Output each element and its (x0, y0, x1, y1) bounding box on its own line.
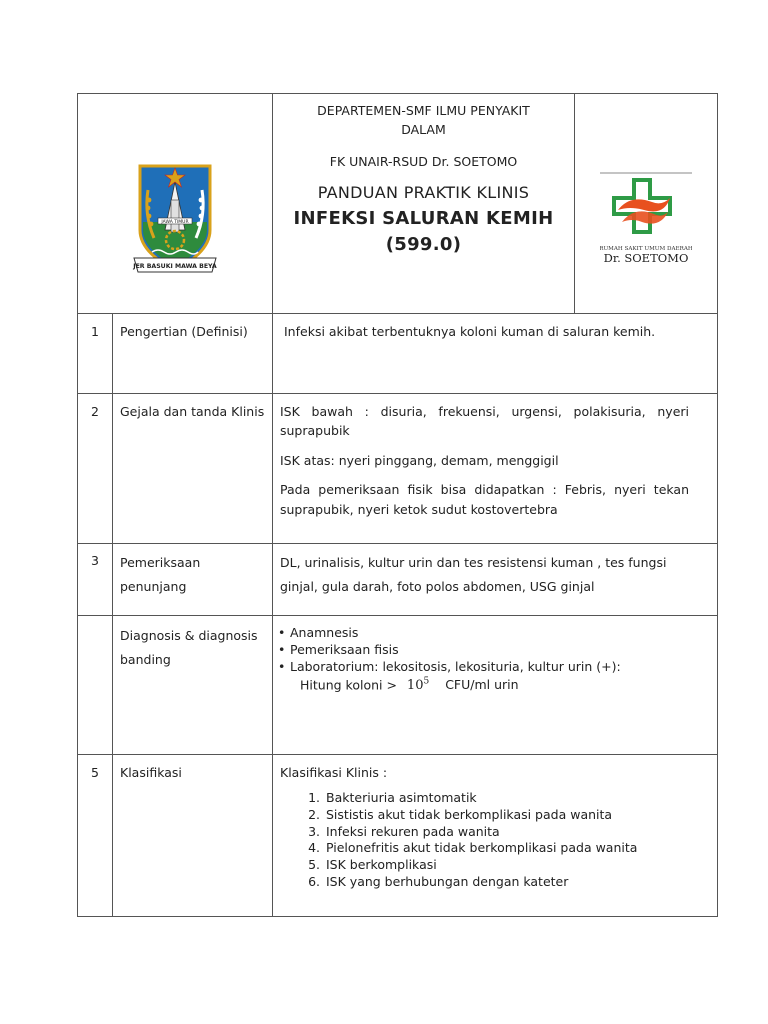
table-border-bottom (77, 916, 718, 917)
colony-count-line (280, 676, 700, 696)
table-border-row2-bottom (77, 543, 718, 544)
row-number: 3 (91, 553, 99, 568)
colony-count-unit: CFU/ml urin (445, 676, 519, 692)
table-border-left (77, 93, 78, 917)
row-number: 2 (91, 404, 99, 419)
list-item: 5. ISK berkomplikasi (324, 857, 700, 874)
row-number: 5 (91, 765, 99, 780)
row-number: 1 (91, 324, 99, 339)
list-item: 3. Infeksi rekuren pada wanita (324, 824, 700, 841)
classification-heading: Klasifikasi Klinis : (280, 765, 388, 780)
list-item: • Laboratorium: lekositosis, lekosituria, kultur urin (+): (288, 659, 700, 676)
paragraph: ISK bawah : disuria, frekuensi, urgensi, polakisuria, nyeri suprapubik (280, 404, 689, 439)
row-content: DL, urinalisis, kultur urin dan tes resistensi kuman , tes fungsi ginjal, gula darah, foto polos abdomen, USG ginjal (280, 555, 667, 595)
rsud-soetomo-logo-icon (600, 172, 692, 266)
row-label-line: penunjang (120, 579, 187, 595)
header-title-block (273, 101, 574, 258)
department-line-2: DALAM (401, 122, 446, 138)
list-item: 4. Pielonefritis akut tidak berkomplikasi pada wanita (324, 840, 700, 857)
svg-text:Dr. SOETOMO: Dr. SOETOMO (603, 251, 689, 265)
table-border-col-number (112, 313, 113, 917)
list-item: • Anamnesis (288, 625, 700, 642)
row-label: Pengertian (Definisi) (120, 324, 248, 339)
list-item: 2. Sististis akut tidak berkomplikasi pada wanita (324, 807, 700, 824)
row-label-line: banding (120, 652, 171, 668)
east-java-emblem-icon (132, 160, 218, 276)
row-label: Gejala dan tanda Klinis (120, 404, 265, 419)
document-type: PANDUAN PRAKTIK KLINIS (317, 183, 530, 203)
list-item: 6. ISK yang berhubungan dengan kateter (324, 874, 700, 891)
colony-count-prefix: Hitung koloni > (300, 676, 397, 692)
row-label: Klasifikasi (120, 765, 182, 780)
list-item: • Pemeriksaan fisis (288, 642, 700, 659)
classification-list (280, 790, 700, 890)
colony-count-base: 10 (406, 677, 424, 693)
svg-text:JAWA TIMUR: JAWA TIMUR (161, 219, 189, 225)
row-label-line: Diagnosis & diagnosis (120, 628, 258, 643)
row-label-line: Pemeriksaan (120, 555, 201, 570)
disease-title: INFEKSI SALURAN KEMIH (293, 207, 554, 229)
table-border-row3-bottom (77, 615, 718, 616)
diagnosis-list (280, 625, 700, 676)
table-border-col-logo (574, 93, 575, 313)
colony-count-value (407, 678, 429, 693)
table-border-right (717, 93, 718, 917)
institution-name: FK UNAIR-RSUD Dr. SOETOMO (329, 153, 518, 169)
disease-code: (599.0) (385, 234, 462, 256)
row-label (120, 624, 270, 673)
colony-count-exponent: 5 (423, 676, 430, 687)
row-content (280, 625, 700, 695)
table-border-top (77, 93, 718, 94)
svg-text:RUMAH SAKIT UMUM DAERAH: RUMAH SAKIT UMUM DAERAH (600, 246, 692, 252)
list-item: 1. Bakteriuria asimtomatik (324, 790, 700, 807)
department-line-1: DEPARTEMEN-SMF ILMU PENYAKIT (317, 103, 530, 118)
table-border-header-bottom (77, 313, 718, 314)
paragraph: ISK atas: nyeri pinggang, demam, menggigil (280, 452, 559, 468)
paragraph: Pada pemeriksaan fisik bisa didapatkan : Febris, nyeri tekan suprapubik, nyeri ketok sudut kostovertebra (280, 482, 689, 517)
row-content: Infeksi akibat terbentuknya koloni kuman di saluran kemih. (284, 324, 656, 339)
row-content (280, 402, 689, 529)
table-border-row4-bottom (77, 754, 718, 755)
table-border-row1-bottom (77, 393, 718, 394)
row-label (120, 551, 270, 600)
row-content (280, 763, 700, 890)
svg-text:JER BASUKI MAWA BEYA: JER BASUKI MAWA BEYA (133, 263, 217, 270)
